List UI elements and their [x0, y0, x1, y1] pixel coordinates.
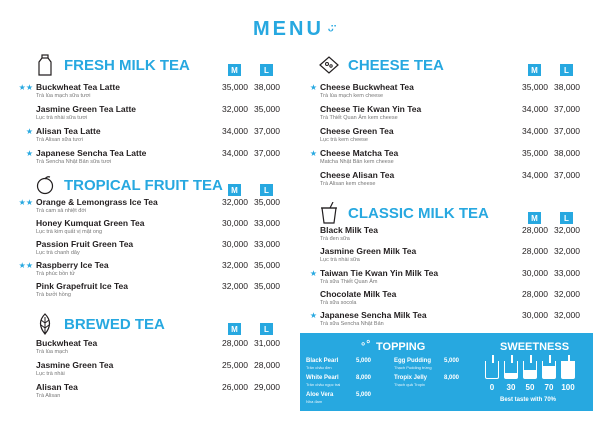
brewed-title: BREWED TEA — [64, 315, 165, 333]
topping-sweetness-panel — [300, 333, 593, 411]
fresh-milk-header — [34, 54, 190, 76]
menu-item[interactable] — [18, 197, 158, 214]
star-icon: ★ — [309, 83, 317, 92]
menu-item[interactable] — [309, 310, 427, 328]
cup-straw — [549, 355, 551, 363]
item-subtitle: Matcha Nhật Bản kem cheese — [320, 159, 394, 165]
star-icon: ★★ — [18, 198, 33, 207]
item-subtitle: Trà đen sữa — [320, 236, 350, 242]
cheese-title: CHEESE TEA — [348, 56, 444, 74]
size-l-badge: L — [260, 64, 273, 76]
topping-name: Egg Pudding — [394, 358, 431, 364]
price-m: 34,000 — [522, 104, 548, 114]
price-m: 30,000 — [222, 239, 248, 249]
price-m: 34,000 — [522, 170, 548, 180]
size-m-badge: M — [228, 323, 241, 335]
price-l: 33,000 — [254, 218, 280, 228]
menu-item[interactable] — [309, 267, 439, 285]
size-m-badge: M — [528, 64, 541, 76]
topping-price: 8,000 — [356, 375, 372, 381]
item-name: Black Milk Tea — [320, 225, 378, 235]
size-m-badge: M — [228, 64, 241, 76]
menu-item[interactable] — [18, 82, 120, 99]
price-m: 28,000 — [522, 288, 548, 299]
sweetness-title: SWEETNESS — [500, 341, 570, 353]
cup-fill — [543, 366, 555, 378]
item-name: Cheese Tie Kwan Yin Tea — [320, 104, 422, 114]
topping-subtitle: Thạch Pudding trứng — [394, 365, 432, 370]
item-subtitle: Lục trà kem cheese — [320, 137, 368, 143]
menu-item[interactable] — [320, 225, 378, 242]
leaf-icon — [34, 313, 56, 335]
item-name: Raspberry Ice Tea — [36, 260, 109, 270]
price-m: 35,000 — [522, 82, 548, 92]
price-l: 35,000 — [254, 104, 280, 114]
price-l: 37,000 — [554, 126, 580, 136]
price-l: 32,000 — [554, 310, 580, 321]
price-l: 37,000 — [254, 148, 280, 158]
menu-item[interactable] — [320, 246, 416, 263]
menu-title — [253, 18, 337, 41]
price-m: 35,000 — [522, 148, 548, 158]
topping-title: TOPPING — [376, 341, 426, 353]
smile-icon: ᵕ̈ — [327, 22, 337, 38]
price-l: 37,000 — [254, 126, 280, 136]
price-l: 37,000 — [554, 170, 580, 180]
menu-item[interactable] — [320, 170, 394, 187]
star-icon: ★ — [309, 268, 317, 278]
classic-header — [318, 202, 489, 224]
price-l: 33,000 — [554, 267, 580, 278]
sweetness-cup-icon — [561, 361, 575, 379]
cup-fill — [524, 370, 536, 379]
menu-item[interactable] — [25, 126, 101, 143]
topping-subtitle: Trân châu ngọc trai — [306, 382, 341, 387]
price-l: 37,000 — [554, 104, 580, 114]
cup-fill — [562, 361, 574, 378]
sweetness-level: 100 — [561, 383, 575, 392]
topping-subtitle: Nha đam — [306, 399, 323, 404]
price-l: 32,000 — [554, 288, 580, 299]
price-l: 33,000 — [254, 239, 280, 249]
topping-price: 5,000 — [356, 358, 372, 364]
menu-item[interactable] — [36, 239, 133, 256]
sweetness-cup-icon — [504, 361, 518, 379]
price-l: 38,000 — [254, 82, 280, 92]
topping-subtitle: Thạch quả Tropix — [394, 382, 425, 387]
item-subtitle: Trà Sencha Nhật Bản sữa tươi — [36, 159, 112, 165]
item-name: Chocolate Milk Tea — [320, 288, 397, 299]
bubbles-icon: ∘° — [360, 339, 371, 350]
price-m: 32,000 — [222, 281, 248, 291]
item-name: Cheese Matcha Tea — [320, 148, 399, 158]
item-name: Buckwheat Tea — [36, 338, 98, 348]
price-m: 32,000 — [222, 260, 248, 270]
item-subtitle: Trà sữa socola — [320, 299, 357, 306]
cup-straw — [511, 355, 513, 363]
cup-fill — [505, 373, 517, 378]
price-l: 29,000 — [254, 382, 280, 392]
menu-item[interactable] — [36, 218, 144, 235]
cup-straw — [492, 355, 494, 363]
item-name: Orange & Lemongrass Ice Tea — [36, 197, 158, 207]
sweetness-level: 0 — [489, 383, 495, 392]
topping-price: 8,000 — [444, 375, 460, 381]
topping-price: 5,000 — [444, 358, 460, 364]
best-taste-note: Best taste with 70% — [500, 397, 557, 403]
item-name: Alisan Tea — [36, 382, 78, 392]
cup-icon — [318, 202, 340, 224]
menu-item[interactable] — [320, 289, 396, 306]
sweetness-cup-icon — [523, 361, 537, 379]
price-m: 26,000 — [222, 382, 248, 392]
sweetness-level: 70 — [544, 383, 554, 392]
classic-title: CLASSIC MILK TEA — [348, 204, 489, 222]
item-name: Cheese Buckwheat Tea — [320, 82, 414, 92]
item-subtitle: Lục trà nhài — [36, 371, 65, 377]
item-subtitle: Trà phúc bồn tử — [36, 271, 75, 277]
price-m: 30,000 — [522, 267, 548, 278]
item-subtitle: Trà sữa Sencha Nhật Bản — [320, 321, 384, 328]
menu-item[interactable] — [320, 104, 421, 121]
star-icon: ★ — [309, 149, 317, 158]
price-l: 38,000 — [554, 82, 580, 92]
item-subtitle: Trà Thiết Quan Âm kem cheese — [320, 115, 398, 121]
item-name: Japanese Sencha Milk Tea — [320, 310, 427, 321]
cup-straw — [568, 355, 570, 363]
topping-subtitle: Trân châu đen — [306, 365, 332, 370]
item-subtitle: Trà lúa mạch — [36, 349, 68, 355]
price-m: 28,000 — [522, 246, 548, 257]
menu-item[interactable] — [320, 126, 394, 143]
menu-item[interactable] — [25, 148, 147, 165]
menu-item[interactable] — [36, 382, 78, 399]
item-name: Jasmine Green Tea — [36, 360, 114, 370]
price-m: 32,000 — [222, 104, 248, 114]
item-name: Jasmine Green Tea Latte — [36, 104, 136, 114]
sweetness-level: 50 — [525, 383, 535, 392]
price-l: 38,000 — [554, 148, 580, 158]
cup-straw — [530, 355, 532, 363]
item-subtitle: Lục trà nhài sữa — [320, 257, 360, 264]
brewed-header — [34, 313, 165, 335]
topping-price: 5,000 — [356, 392, 372, 398]
item-subtitle: Trà lúa mạch kem cheese — [320, 93, 384, 99]
price-l: 28,000 — [254, 360, 280, 370]
size-m-badge: M — [528, 212, 541, 224]
menu-item[interactable] — [36, 281, 128, 298]
item-subtitle: Trà Alisan sữa tươi — [36, 137, 83, 143]
menu-item[interactable] — [309, 148, 399, 165]
item-name: Honey Kumquat Green Tea — [36, 218, 145, 228]
menu-item[interactable] — [36, 338, 97, 355]
item-subtitle: Lục trà kim quất vị mật ong — [36, 229, 103, 235]
topping-name: Aloe Vera — [306, 392, 334, 398]
item-name: Buckwheat Tea Latte — [36, 82, 120, 92]
tropical-title: TROPICAL FRUIT TEA — [64, 176, 223, 194]
price-l: 35,000 — [254, 197, 280, 207]
item-name: Passion Fruit Green Tea — [36, 239, 134, 249]
item-subtitle: Trà bưởi hồng — [36, 292, 71, 298]
topping-name: Black Pearl — [306, 358, 339, 364]
price-l: 32,000 — [554, 246, 580, 257]
sweetness-cup-icon — [542, 361, 556, 379]
item-subtitle: Trà Alisan — [36, 393, 61, 399]
price-m: 30,000 — [222, 218, 248, 228]
price-m: 34,000 — [222, 148, 248, 158]
item-name: Cheese Alisan Tea — [320, 170, 395, 180]
tropical-header — [34, 174, 223, 196]
menu-item[interactable] — [309, 82, 414, 99]
size-m-badge: M — [228, 184, 241, 196]
size-l-badge: L — [560, 212, 573, 224]
star-icon: ★★ — [18, 261, 33, 270]
menu-item[interactable] — [18, 260, 109, 277]
menu-item[interactable] — [36, 360, 113, 377]
size-l-badge: L — [260, 323, 273, 335]
fruit-icon — [34, 174, 56, 196]
menu-item[interactable] — [36, 104, 136, 121]
price-m: 34,000 — [222, 126, 248, 136]
item-subtitle: Lục trà nhài sữa tươi — [36, 115, 88, 121]
item-subtitle: Trà Alisan kem cheese — [320, 181, 376, 187]
price-m: 25,000 — [222, 360, 248, 370]
star-icon: ★ — [309, 311, 317, 321]
star-icon: ★ — [25, 127, 33, 136]
item-name: Cheese Green Tea — [320, 126, 394, 136]
size-l-badge: L — [260, 184, 273, 196]
sweetness-cup-icon — [485, 361, 499, 379]
item-name: Alisan Tea Latte — [36, 126, 101, 136]
price-m: 30,000 — [522, 310, 548, 321]
star-icon: ★ — [25, 149, 33, 158]
item-subtitle: Trà lúa mạch sữa tươi — [36, 93, 91, 99]
menu-title-text: MENU — [253, 18, 324, 40]
item-name: Jasmine Green Milk Tea — [320, 246, 417, 257]
star-icon: ★★ — [18, 83, 33, 92]
bottle-icon — [34, 54, 56, 76]
item-subtitle: Trà sữa Thiết Quan Âm — [320, 278, 378, 285]
cheese-header — [318, 54, 444, 76]
price-l: 31,000 — [254, 338, 280, 348]
item-subtitle: Lục trà chanh dây — [36, 250, 80, 256]
size-l-badge: L — [560, 64, 573, 76]
item-name: Pink Grapefruit Ice Tea — [36, 281, 128, 291]
price-l: 35,000 — [254, 281, 280, 291]
price-l: 32,000 — [554, 225, 580, 235]
price-m: 35,000 — [222, 82, 248, 92]
fresh-milk-title: FRESH MILK TEA — [64, 56, 190, 74]
price-m: 32,000 — [222, 197, 248, 207]
item-subtitle: Trà cam sả nhiệt đới — [36, 208, 87, 214]
cheese-icon — [318, 54, 340, 76]
item-name: Taiwan Tie Kwan Yin Milk Tea — [320, 267, 439, 278]
topping-name: Tropix Jelly — [394, 375, 428, 381]
item-name: Japanese Sencha Tea Latte — [36, 148, 147, 158]
price-m: 28,000 — [222, 338, 248, 348]
price-l: 35,000 — [254, 260, 280, 270]
price-m: 34,000 — [522, 126, 548, 136]
price-m: 28,000 — [522, 225, 548, 235]
topping-name: White Pearl — [306, 375, 339, 381]
sweetness-level: 30 — [506, 383, 516, 392]
